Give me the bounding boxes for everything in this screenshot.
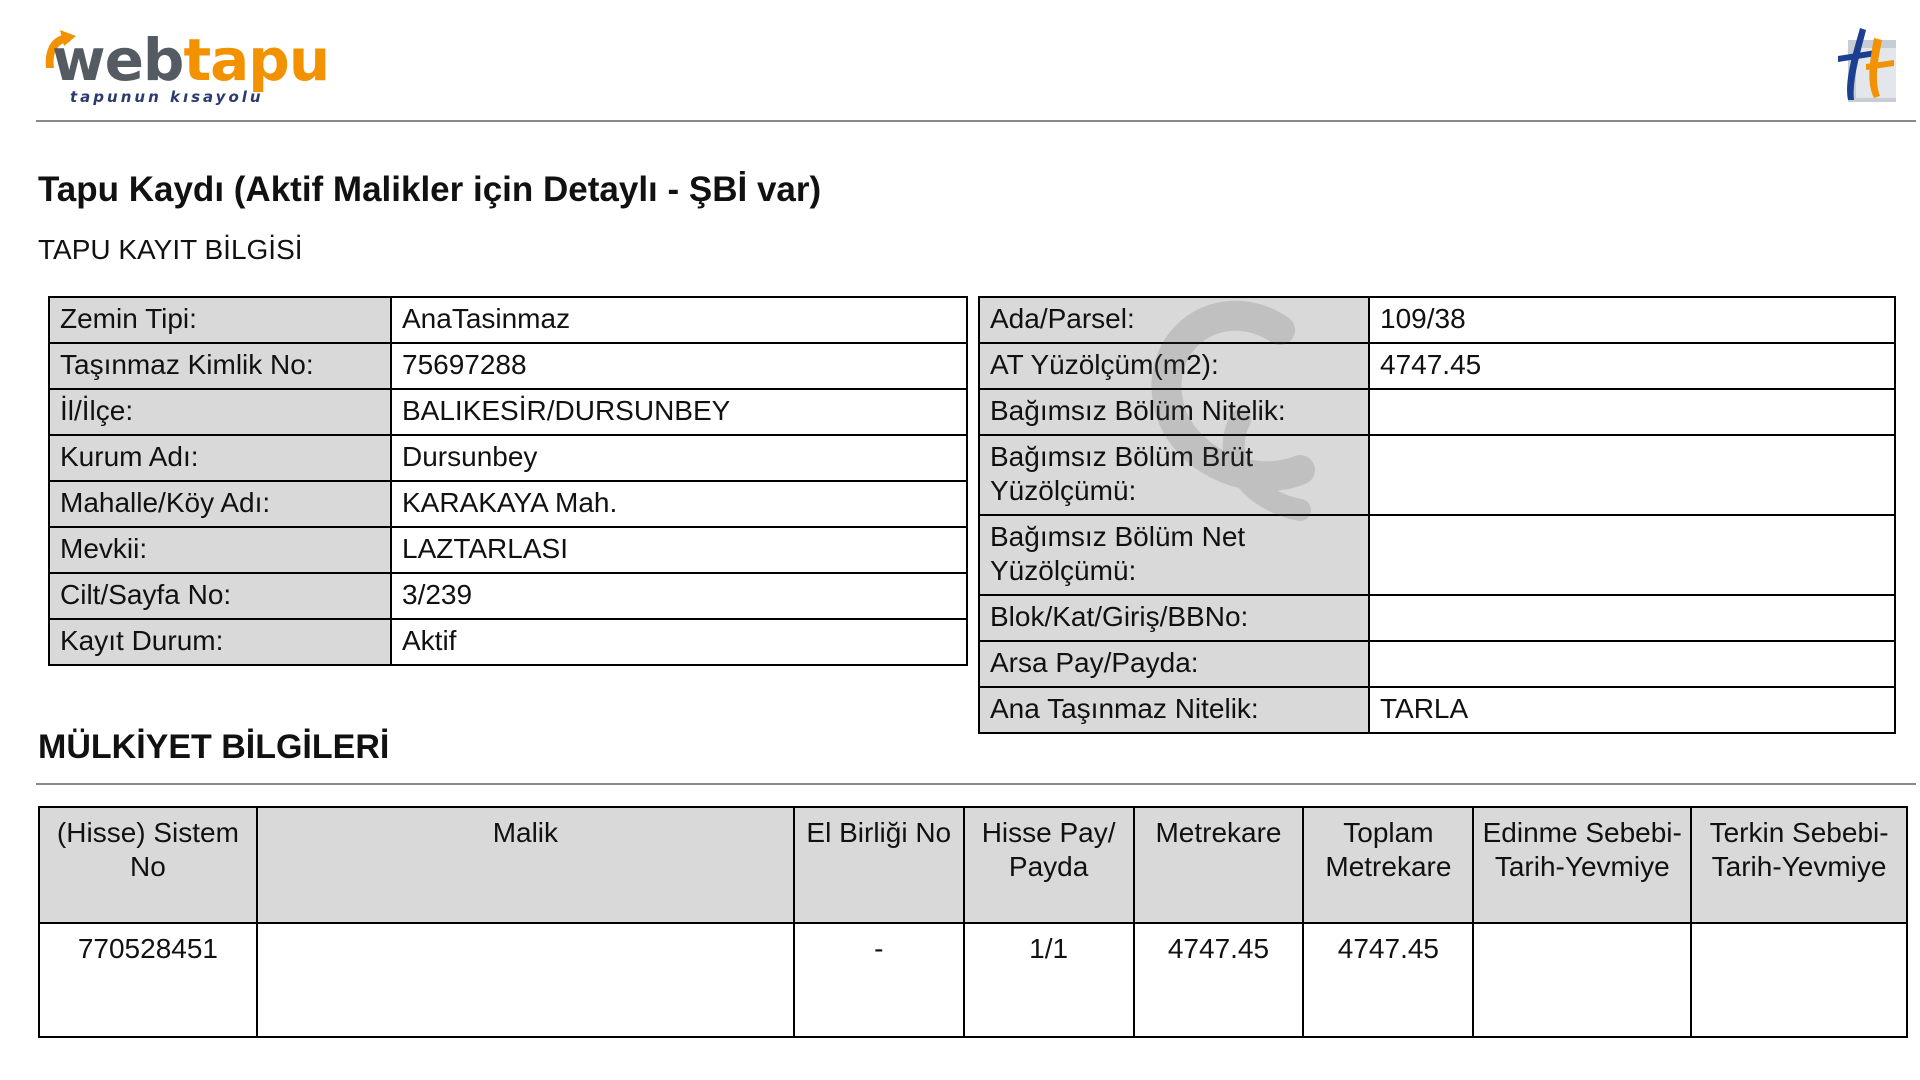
header-divider — [36, 120, 1916, 122]
field-label: Kayıt Durum: — [49, 619, 391, 665]
table-cell: 4747.45 — [1303, 923, 1473, 1037]
field-value: Dursunbey — [391, 435, 967, 481]
webtapu-logo — [44, 22, 354, 112]
field-value: 3/239 — [391, 573, 967, 619]
table-row — [49, 573, 967, 619]
page-title: Tapu Kaydı (Aktif Malikler için Detaylı - ŞBİ var) — [38, 170, 822, 209]
field-value: AnaTasinmaz — [391, 297, 967, 343]
field-value — [1369, 435, 1895, 515]
column-header: Edinme Sebebi-Tarih-Yevmiye — [1473, 807, 1691, 923]
table-cell: 1/1 — [964, 923, 1134, 1037]
field-label: Zemin Tipi: — [49, 297, 391, 343]
field-label: Ana Taşınmaz Nitelik: — [979, 687, 1369, 733]
column-header: (Hisse) Sistem No — [39, 807, 257, 923]
table-row — [979, 595, 1895, 641]
table-row — [49, 343, 967, 389]
ownership-section-title: MÜLKİYET BİLGİLERİ — [38, 728, 390, 766]
field-value: 4747.45 — [1369, 343, 1895, 389]
field-label: Bağımsız Bölüm Nitelik: — [979, 389, 1369, 435]
table-row — [979, 687, 1895, 733]
field-label: Taşınmaz Kimlik No: — [49, 343, 391, 389]
table-cell — [1691, 923, 1907, 1037]
field-value: KARAKAYA Mah. — [391, 481, 967, 527]
table-row — [979, 297, 1895, 343]
logo-tagline: tapunun kısayolu — [70, 88, 264, 106]
column-header: Terkin Sebebi-Tarih-Yevmiye — [1691, 807, 1907, 923]
table-cell: 4747.45 — [1134, 923, 1304, 1037]
table-cell — [1473, 923, 1691, 1037]
table-row — [979, 641, 1895, 687]
table-cell: - — [794, 923, 964, 1037]
field-label: İl/İlçe: — [49, 389, 391, 435]
table-row — [979, 389, 1895, 435]
table-row — [49, 619, 967, 665]
ownership-divider — [36, 783, 1916, 785]
table-row — [49, 435, 967, 481]
tkgm-logo-icon — [1830, 20, 1906, 108]
field-label: Kurum Adı: — [49, 435, 391, 481]
table-row — [979, 435, 1895, 515]
field-value: BALIKESİR/DURSUNBEY — [391, 389, 967, 435]
field-value: TARLA — [1369, 687, 1895, 733]
column-header: Hisse Pay/ Payda — [964, 807, 1134, 923]
logo-wordmark: webtapu — [52, 26, 330, 94]
table-row — [49, 297, 967, 343]
field-label: Bağımsız Bölüm Net Yüzölçümü: — [979, 515, 1369, 595]
column-header: Metrekare — [1134, 807, 1304, 923]
field-label: Bağımsız Bölüm Brüt Yüzölçümü: — [979, 435, 1369, 515]
field-value — [1369, 641, 1895, 687]
field-value: LAZTARLASI — [391, 527, 967, 573]
table-row — [979, 343, 1895, 389]
field-label: Cilt/Sayfa No: — [49, 573, 391, 619]
ownership-table — [38, 806, 1908, 1038]
column-header: Toplam Metrekare — [1303, 807, 1473, 923]
field-label: Ada/Parsel: — [979, 297, 1369, 343]
field-label: AT Yüzölçüm(m2): — [979, 343, 1369, 389]
field-value — [1369, 515, 1895, 595]
table-row — [979, 515, 1895, 595]
table-row — [49, 527, 967, 573]
table-cell — [257, 923, 794, 1037]
field-label: Mevkii: — [49, 527, 391, 573]
table-row — [49, 389, 967, 435]
field-label: Blok/Kat/Giriş/BBNo: — [979, 595, 1369, 641]
field-value: 75697288 — [391, 343, 967, 389]
table-cell: 770528451 — [39, 923, 257, 1037]
field-label: Arsa Pay/Payda: — [979, 641, 1369, 687]
field-label: Mahalle/Köy Adı: — [49, 481, 391, 527]
record-info-left-table — [48, 296, 968, 666]
field-value: Aktif — [391, 619, 967, 665]
field-value: 109/38 — [1369, 297, 1895, 343]
table-row — [39, 923, 1907, 1037]
column-header: El Birliği No — [794, 807, 964, 923]
field-value — [1369, 389, 1895, 435]
record-info-right-table — [978, 296, 1896, 734]
section-subtitle: TAPU KAYIT BİLGİSİ — [38, 234, 303, 265]
table-row — [49, 481, 967, 527]
field-value — [1369, 595, 1895, 641]
column-header: Malik — [257, 807, 794, 923]
table-header-row — [39, 807, 1907, 923]
